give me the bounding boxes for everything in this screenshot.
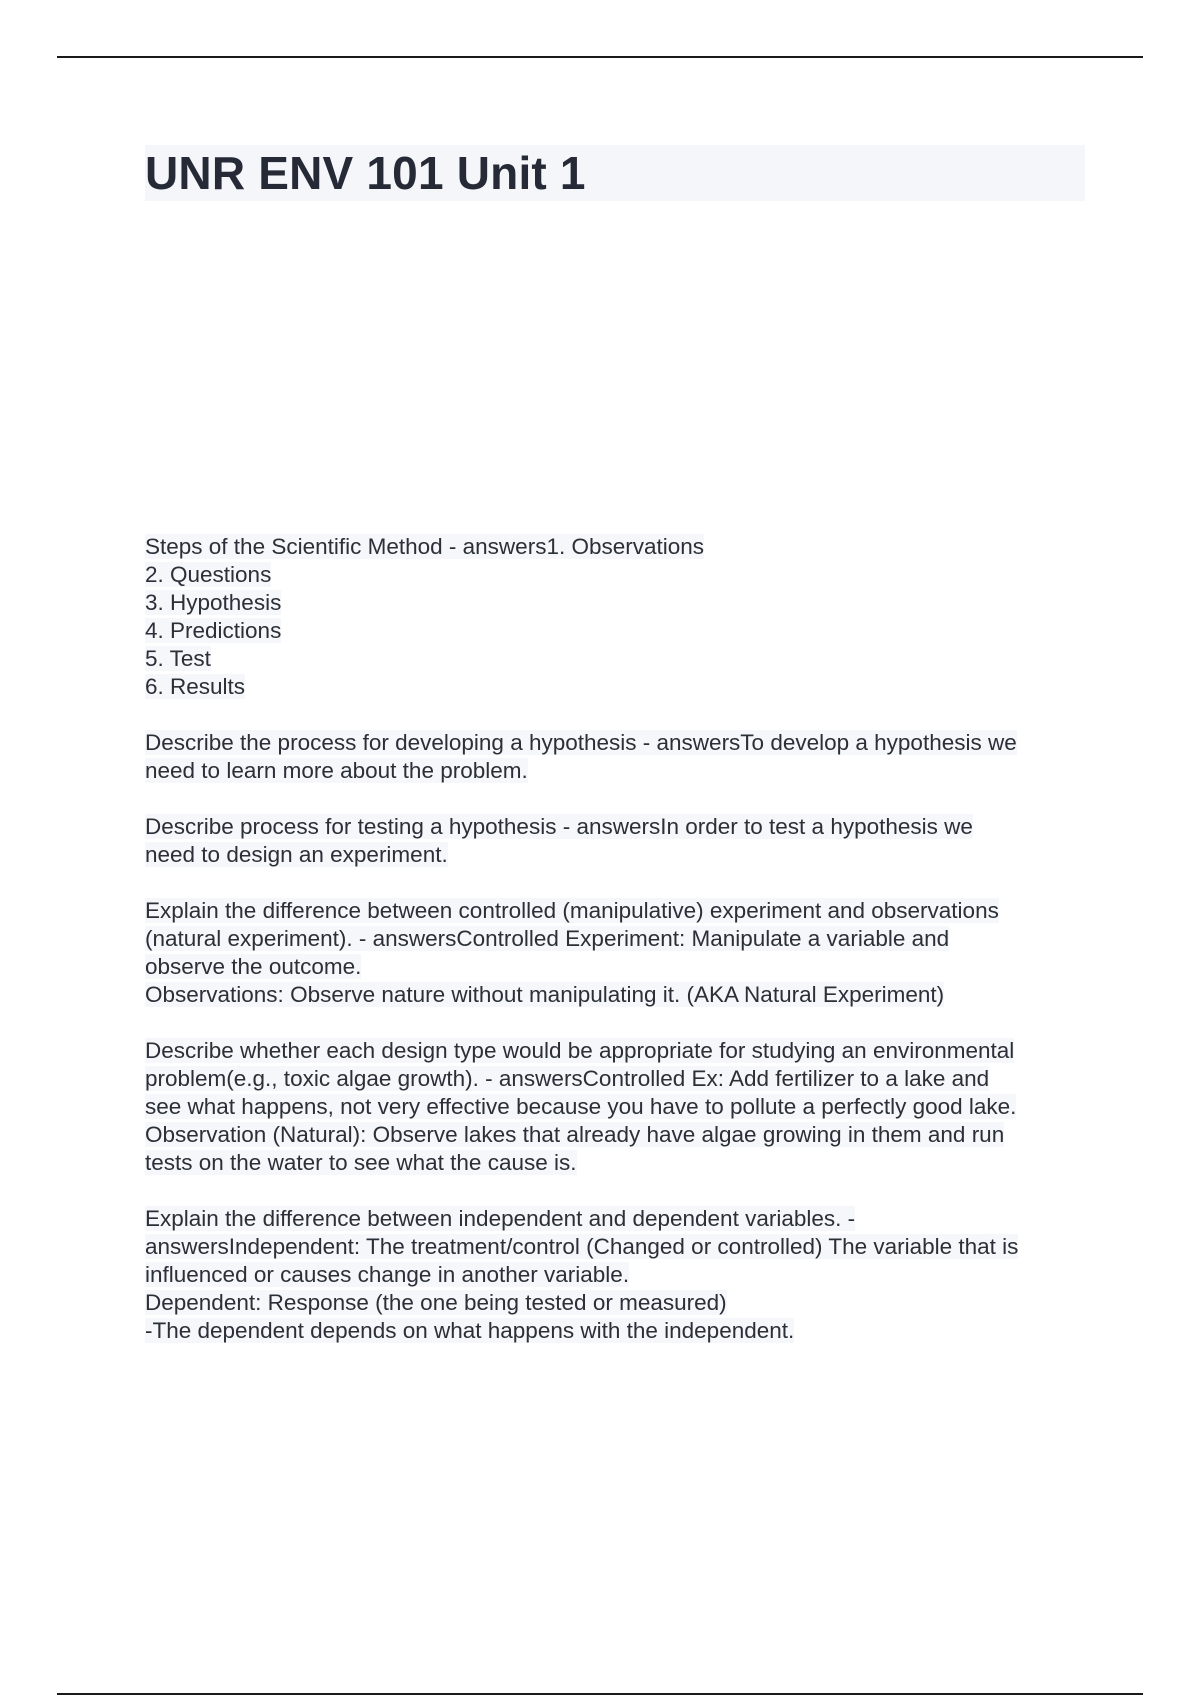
text-line: 6. Results [145, 674, 246, 699]
text-line: Observations: Observe nature without manipulating it. (AKA Natural Experiment) [145, 982, 945, 1007]
bottom-rule [57, 1693, 1143, 1695]
qa-entry-variables [145, 1205, 1085, 1345]
text-line: Explain the difference between independent and dependent variables. - [145, 1206, 856, 1231]
qa-entry-controlled-vs-observational [145, 897, 1085, 1009]
text-line: need to design an experiment. [145, 842, 448, 867]
text-line: answersIndependent: The treatment/control (Changed or controlled) The variable that is [145, 1234, 1019, 1259]
text-line: Explain the difference between controlled (manipulative) experiment and observations [145, 898, 999, 923]
page-title: UNR ENV 101 Unit 1 [145, 145, 1085, 201]
qa-entry-scientific-method [145, 533, 1085, 701]
text-line: see what happens, not very effective because you have to pollute a perfectly good lake. [145, 1094, 1017, 1119]
text-line: tests on the water to see what the cause is. [145, 1150, 577, 1175]
text-line: Describe the process for developing a hypothesis - answersTo develop a hypothesis we [145, 730, 1017, 755]
text-line: Dependent: Response (the one being tested or measured) [145, 1290, 727, 1315]
text-line: Observation (Natural): Observe lakes that already have algae growing in them and run [145, 1122, 1005, 1147]
text-line: need to learn more about the problem. [145, 758, 528, 783]
text-line: Describe whether each design type would be appropriate for studying an environmental [145, 1038, 1015, 1063]
qa-entry-testing-hypothesis [145, 813, 1085, 869]
text-line: 2. Questions [145, 562, 272, 587]
text-line: 4. Predictions [145, 618, 282, 643]
text-line: (natural experiment). - answersControlled Experiment: Manipulate a variable and [145, 926, 950, 951]
qa-entry-design-type [145, 1037, 1085, 1177]
text-line: observe the outcome. [145, 954, 362, 979]
qa-entry-developing-hypothesis [145, 729, 1085, 785]
text-line: influenced or causes change in another variable. [145, 1262, 630, 1287]
top-rule [57, 56, 1143, 58]
text-line: Steps of the Scientific Method - answers1. Observations [145, 534, 705, 559]
text-line: 3. Hypothesis [145, 590, 282, 615]
document-body [145, 533, 1085, 1373]
text-line: Describe process for testing a hypothesis - answersIn order to test a hypothesis we [145, 814, 973, 839]
text-line: 5. Test [145, 646, 211, 671]
text-line: -The dependent depends on what happens with the independent. [145, 1318, 795, 1343]
text-line: problem(e.g., toxic algae growth). - answersControlled Ex: Add fertilizer to a lake and [145, 1066, 990, 1091]
